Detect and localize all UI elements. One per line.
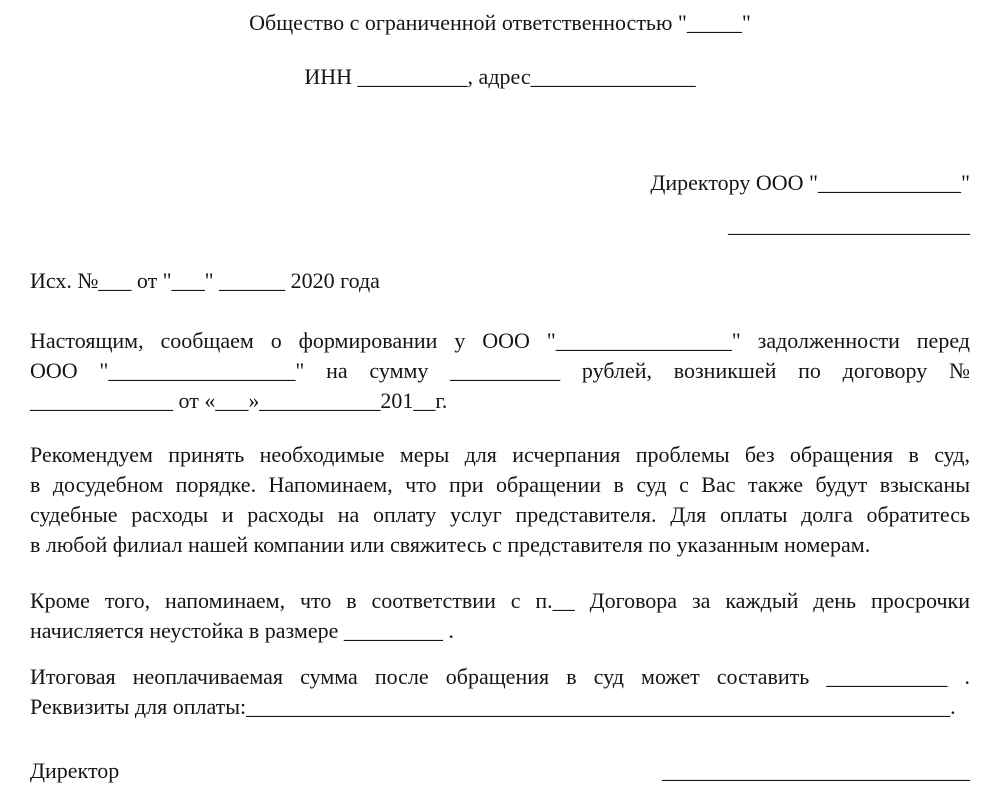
company-title: Общество с ограниченной ответственностью "_____" bbox=[249, 10, 751, 35]
penalty-line-2: начисляется неустойка в размере _________ . bbox=[30, 618, 454, 643]
paragraph-recommendation bbox=[30, 440, 970, 560]
outgoing-ref-line: Исх. №___ от "___" ______ 2020 года bbox=[30, 268, 380, 293]
recommendation-line-4: в любой филиал нашей компании или свяжитесь с представителя по указанным номерам. bbox=[30, 532, 871, 557]
debt-notice-line-1: Настоящим, сообщаем о формировании у ООО "________________" задолженности перед bbox=[30, 328, 970, 353]
recommendation-line-1: Рекомендуем принять необходимые меры для исчерпания проблемы без обращения в суд, bbox=[30, 442, 970, 467]
recipient-name-blank: ______________________ bbox=[728, 212, 970, 237]
total-sum-line: Итоговая неоплачиваемая сумма после обращения в суд может составить ___________ . bbox=[30, 664, 970, 689]
director-label: Директор bbox=[30, 758, 120, 783]
paragraph-penalty bbox=[30, 586, 970, 646]
debt-notice-line-3: _____________ от «___»___________201__г. bbox=[30, 388, 448, 413]
payment-details-line: Реквизиты для оплаты:________________________________________________________________. bbox=[30, 694, 956, 719]
company-inn-address-line: ИНН __________, адрес_______________ bbox=[304, 64, 696, 89]
recommendation-line-2: в досудебном порядке. Напоминаем, что при обращении в суд с Вас также будут взысканы bbox=[30, 472, 970, 497]
recipient-director-line: Директору ООО "_____________" bbox=[650, 170, 970, 195]
recommendation-line-3: судебные расходы и расходы на оплату услуг представителя. Для оплаты долга обратитесь bbox=[30, 502, 970, 527]
penalty-line-1: Кроме того, напоминаем, что в соответствии с п.__ Договора за каждый день просрочки bbox=[30, 588, 970, 613]
debt-notice-line-2: ООО "_________________" на сумму __________ рублей, возникшей по договору № bbox=[30, 358, 970, 383]
paragraph-debt-notice bbox=[30, 326, 970, 416]
paragraph-total bbox=[30, 662, 970, 722]
director-signature-blank: ____________________________ bbox=[662, 758, 970, 783]
signature-row bbox=[30, 756, 970, 786]
